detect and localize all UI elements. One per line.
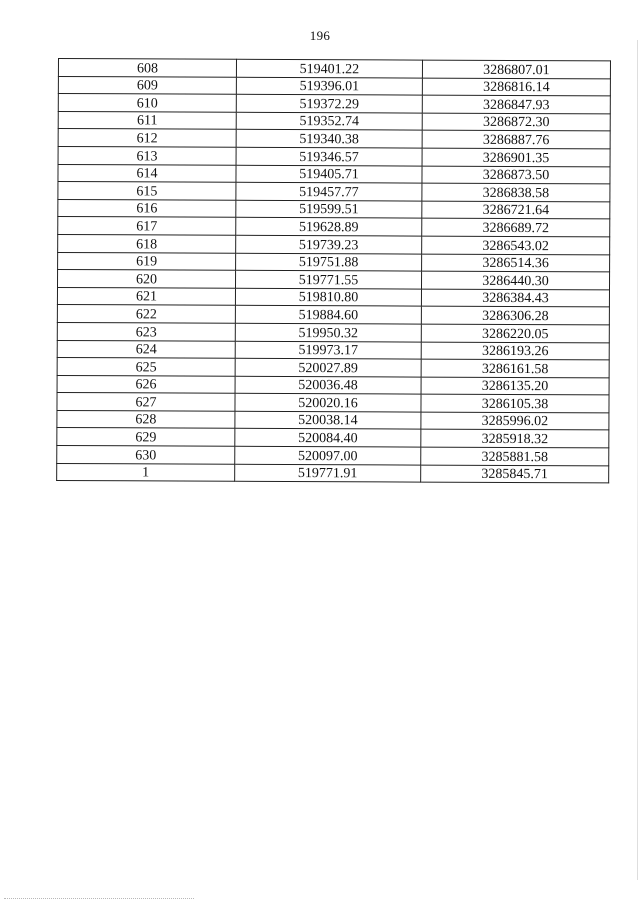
y-coordinate-cell: 3285918.32	[421, 430, 609, 448]
x-coordinate-cell: 519751.88	[236, 253, 422, 271]
x-coordinate-cell: 519340.38	[236, 130, 422, 148]
point-number-cell: 609	[58, 76, 236, 94]
point-number-cell: 1	[57, 463, 235, 481]
table-row	[58, 182, 610, 202]
point-number-cell: 630	[57, 446, 235, 464]
table-row	[57, 270, 609, 290]
table-row	[57, 322, 609, 342]
table-row	[58, 164, 610, 184]
x-coordinate-cell: 520027.89	[235, 358, 421, 376]
x-coordinate-cell: 520097.00	[235, 446, 421, 464]
x-coordinate-cell: 520020.16	[235, 394, 421, 412]
point-number-cell: 625	[57, 358, 235, 376]
y-coordinate-cell: 3286543.02	[422, 236, 610, 254]
table-row	[58, 146, 610, 166]
table-row	[57, 393, 609, 413]
y-coordinate-cell: 3285845.71	[421, 465, 609, 483]
point-number-cell: 611	[58, 111, 236, 129]
x-coordinate-cell: 520036.48	[235, 376, 421, 394]
table-row	[58, 76, 610, 96]
x-coordinate-cell: 519739.23	[236, 235, 422, 253]
table-row	[58, 59, 610, 79]
y-coordinate-cell: 3286689.72	[422, 218, 610, 236]
point-number-cell: 628	[57, 410, 235, 428]
x-coordinate-cell: 519457.77	[236, 182, 422, 200]
point-number-cell: 619	[58, 252, 236, 270]
coordinates-table-body	[57, 59, 611, 484]
y-coordinate-cell: 3286440.30	[421, 271, 609, 289]
table-row	[57, 410, 609, 430]
x-coordinate-cell: 519810.80	[235, 288, 421, 306]
x-coordinate-cell: 519352.74	[236, 112, 422, 130]
x-coordinate-cell: 519405.71	[236, 165, 422, 183]
y-coordinate-cell: 3286807.01	[422, 60, 610, 78]
point-number-cell: 622	[57, 305, 235, 323]
x-coordinate-cell: 519401.22	[236, 59, 422, 77]
point-number-cell: 610	[58, 94, 236, 112]
table-row	[58, 94, 610, 114]
point-number-cell: 620	[57, 270, 235, 288]
table-row	[57, 446, 609, 466]
point-number-cell: 612	[58, 129, 236, 147]
y-coordinate-cell: 3285881.58	[421, 447, 609, 465]
x-coordinate-cell: 520084.40	[235, 429, 421, 447]
x-coordinate-cell: 519396.01	[236, 77, 422, 95]
coordinates-table	[56, 58, 611, 484]
x-coordinate-cell: 519771.91	[235, 464, 421, 482]
point-number-cell: 613	[58, 146, 236, 164]
table-row	[58, 217, 610, 237]
point-number-cell: 614	[58, 164, 236, 182]
scan-edge	[637, 40, 638, 880]
y-coordinate-cell: 3286384.43	[421, 289, 609, 307]
y-coordinate-cell: 3286306.28	[421, 306, 609, 324]
table-row	[58, 111, 610, 131]
x-coordinate-cell: 519599.51	[236, 200, 422, 218]
point-number-cell: 627	[57, 393, 235, 411]
table-row	[57, 375, 609, 395]
table-row	[57, 428, 609, 448]
y-coordinate-cell: 3286872.30	[422, 113, 610, 131]
table-row	[57, 463, 609, 483]
y-coordinate-cell: 3285996.02	[421, 412, 609, 430]
page-number: 196	[309, 28, 331, 43]
y-coordinate-cell: 3286838.58	[422, 183, 610, 201]
y-coordinate-cell: 3286105.38	[421, 394, 609, 412]
table-row	[57, 340, 609, 360]
y-coordinate-cell: 3286135.20	[421, 377, 609, 395]
point-number-cell: 624	[57, 340, 235, 358]
table-row	[58, 129, 610, 149]
x-coordinate-cell: 519973.17	[235, 341, 421, 359]
y-coordinate-cell: 3286873.50	[422, 166, 610, 184]
y-coordinate-cell: 3286816.14	[422, 78, 610, 96]
y-coordinate-cell: 3286220.05	[421, 324, 609, 342]
x-coordinate-cell: 519884.60	[235, 306, 421, 324]
x-coordinate-cell: 519628.89	[236, 218, 422, 236]
x-coordinate-cell: 519372.29	[236, 94, 422, 112]
table-row	[57, 305, 609, 325]
y-coordinate-cell: 3286514.36	[422, 254, 610, 272]
point-number-cell: 617	[58, 217, 236, 235]
point-number-cell: 615	[58, 182, 236, 200]
y-coordinate-cell: 3286901.35	[422, 148, 610, 166]
y-coordinate-cell: 3286193.26	[421, 342, 609, 360]
y-coordinate-cell: 3286847.93	[422, 95, 610, 113]
table-row	[58, 252, 610, 272]
point-number-cell: 621	[57, 287, 235, 305]
point-number-cell: 618	[58, 234, 236, 252]
x-coordinate-cell: 519950.32	[235, 323, 421, 341]
table-row	[58, 199, 610, 219]
x-coordinate-cell: 519346.57	[236, 147, 422, 165]
x-coordinate-cell: 520038.14	[235, 411, 421, 429]
table-row	[58, 234, 610, 254]
scan-artifact	[4, 895, 194, 899]
point-number-cell: 623	[57, 322, 235, 340]
y-coordinate-cell: 3286721.64	[422, 201, 610, 219]
x-coordinate-cell: 519771.55	[235, 270, 421, 288]
y-coordinate-cell: 3286161.58	[421, 359, 609, 377]
y-coordinate-cell: 3286887.76	[422, 130, 610, 148]
point-number-cell: 626	[57, 375, 235, 393]
point-number-cell: 616	[58, 199, 236, 217]
point-number-cell: 629	[57, 428, 235, 446]
point-number-cell: 608	[58, 59, 236, 77]
table-row	[57, 287, 609, 307]
table-row	[57, 358, 609, 378]
